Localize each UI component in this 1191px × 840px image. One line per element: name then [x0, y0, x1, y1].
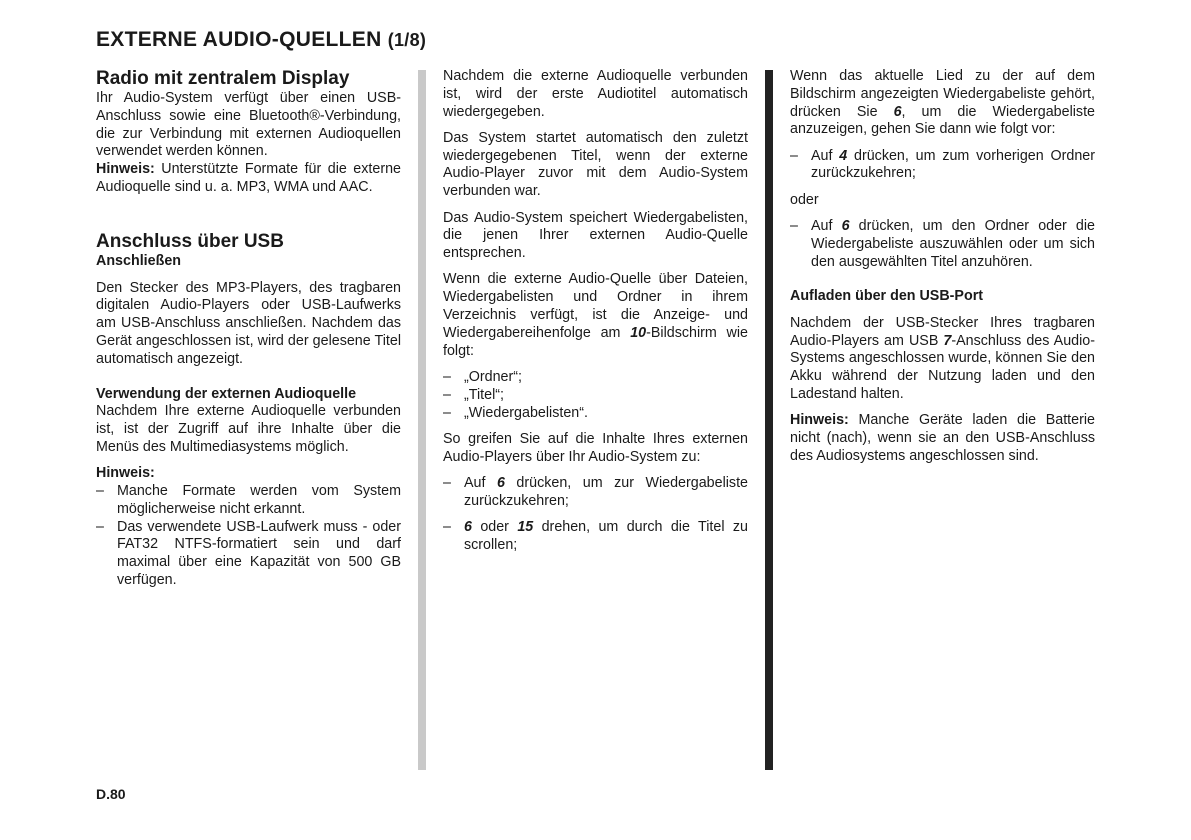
list-item: – Auf 6 drücken, um zur Wiedergabeliste zurückzukehren; [443, 475, 748, 511]
heading-connect: Anschließen [96, 253, 182, 270]
heading-usb: Anschluss über USB [96, 231, 284, 253]
paragraph-usb-charging: Nachdem der USB-Stecker Ihres tragbaren Audio-Players am USB 7-Anschluss des Audio-Systems angeschlossen wurde, können Sie den Akku während der Nutzung laden und den Ladestand halten. [790, 314, 1095, 402]
page-title: EXTERNE AUDIO-QUELLEN (1/8) [96, 28, 427, 51]
list-item: – „Wiedergabelisten“. [443, 405, 748, 423]
list-item: – 6 oder 15 drehen, um durch die Titel zu scrollen; [443, 519, 748, 555]
hint-label: Hinweis: [96, 465, 155, 482]
column-3 [790, 68, 1095, 474]
folder-steps-2 [790, 218, 1095, 271]
heading-use-source: Verwendung der externen Audioquelle [96, 385, 357, 402]
paragraph-access: So greifen Sie auf die Inhalte Ihres externen Audio-Players über Ihr Audio-System zu: [443, 430, 748, 465]
hint-list [96, 483, 401, 590]
paragraph-radio: Ihr Audio-System verfügt über einen USB-Anschluss sowie eine Bluetooth®-Verbindung, die zur Verbindung mit externen Audioquellen verwendet werden können. [96, 90, 401, 160]
page-indicator: (1/8) [387, 30, 427, 50]
hint-formats: Hinweis: Unterstützte Formate für die externe Audioquelle sind u. a. MP3, WMA und AAC. [96, 161, 401, 195]
list-item: – Das verwendete USB-Laufwerk muss - oder FAT32 NTFS-formatiert sein und darf maximal über eine Kapazität von 500 GB verfügen. [96, 519, 401, 590]
page-number: D.80 [96, 786, 126, 802]
paragraph-resume: Das System startet automatisch den zuletzt wiedergegebenen Titel, wenn der externe Audio-Player zuvor mit dem Audio-System verbunden war. [443, 129, 748, 200]
column-1 [96, 68, 401, 598]
folder-steps-1 [790, 148, 1095, 184]
paragraph-use-source: Nachdem Ihre externe Audioquelle verbunden ist, ist der Zugriff auf ihre Inhalte über die Menüs des Multimediasystems möglich. [96, 403, 401, 455]
paragraph-current-song: Wenn das aktuelle Lied zu der auf dem Bildschirm angezeigten Wiedergabeliste gehört, drücken Sie 6, um die Wiedergabeliste anzuzeigen, gehen Sie dann wie folgt vor: [790, 68, 1095, 138]
order-list [443, 369, 748, 422]
column-divider-light [418, 70, 426, 770]
list-item: – „Titel“; [443, 387, 748, 405]
paragraph-order: Wenn die externe Audio-Quelle über Dateien, Wiedergabelisten und Ordner in ihrem Verzeichnis verfügt, ist die Anzeige- und Wiedergabereihenfolge am 10-Bildschirm wie folgt: [443, 271, 749, 359]
paragraph-or: oder [790, 191, 819, 208]
paragraph-auto-play: Nachdem die externe Audioquelle verbunden ist, wird der erste Audiotitel automatisch wiedergegeben. [443, 68, 748, 120]
list-item: – Auf 6 drücken, um den Ordner oder die Wiedergabeliste auszuwählen oder um sich den ausgewählten Titel anzuhören. [790, 218, 1095, 271]
heading-usb-charging: Aufladen über den USB-Port [790, 288, 984, 305]
paragraph-playlists: Das Audio-System speichert Wiedergabelisten, die jenen Ihrer externen Audio-Quelle entsprechen. [443, 209, 748, 262]
column-divider-dark [765, 70, 773, 770]
hint-charging: Hinweis: Manche Geräte laden die Batterie nicht (nach), wenn sie an den USB-Anschluss des Audiosystems angeschlossen sind. [790, 412, 1095, 464]
paragraph-connect: Den Stecker des MP3-Players, des tragbaren digitalen Audio-Players oder USB-Laufwerks am USB-Anschluss anschließen. Nachdem das Gerät angeschlossen ist, wird der gelesene Titel automatisch angezeigt. [96, 279, 401, 367]
list-item: – „Ordner“; [443, 369, 748, 387]
column-2 [443, 68, 748, 563]
list-item: – Manche Formate werden vom System möglicherweise nicht erkannt. [96, 483, 401, 519]
access-steps [443, 475, 748, 555]
heading-radio: Radio mit zentralem Display [96, 68, 350, 89]
list-item: – Auf 4 drücken, um zum vorherigen Ordner zurückzukehren; [790, 148, 1095, 184]
